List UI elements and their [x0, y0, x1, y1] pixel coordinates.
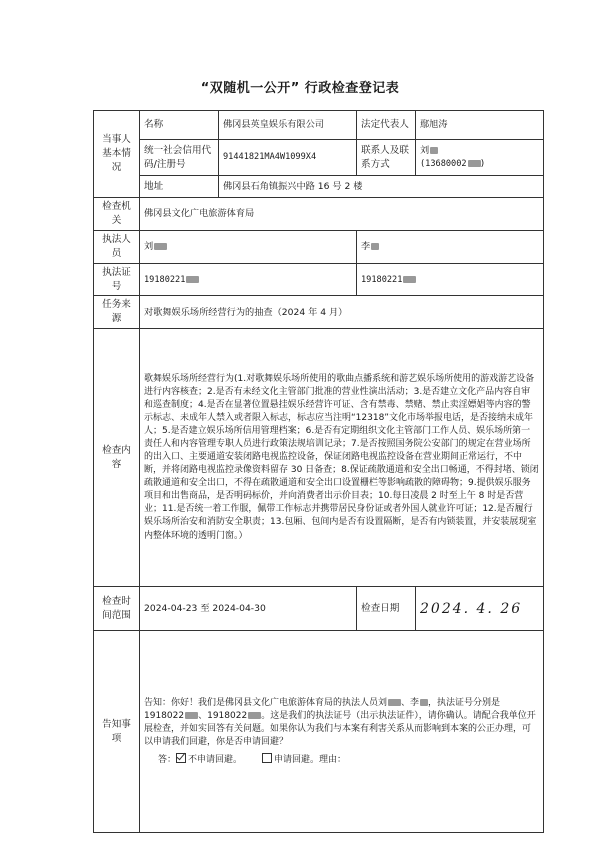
- checkbox-not-apply[interactable]: [176, 753, 186, 763]
- notice-label: 告知事项: [94, 631, 140, 833]
- redaction-mark: [248, 712, 261, 719]
- credit-code-value: 91441821MA4W1099X4: [219, 140, 357, 176]
- contact-phone: (13680002: [420, 159, 467, 170]
- redaction-mark: [468, 160, 481, 167]
- redaction-mark: [420, 699, 428, 706]
- checkbox-apply[interactable]: [262, 753, 272, 763]
- cert-2: 19180221: [357, 263, 544, 296]
- credit-code-label: 统一社会信用代码/注册号: [140, 140, 219, 176]
- agency-value: 佛冈县文化广电旅游体育局: [140, 198, 544, 231]
- agency-label: 检查机关: [94, 198, 140, 231]
- content-label: 检查内容: [94, 329, 140, 587]
- task-value: 对歌舞娱乐场所经营行为的抽查（2024 年 4 月）: [140, 296, 544, 329]
- notice-value: 告知：你好！我们是佛冈县文化广电旅游体育局的执法人员刘 、李 ，执法证号分别是 1918022 、1918022 。这是我们的执法证号（出示执法证件），请你确认。请配合我单位开展检查，并如实回答有关问题。如果你认为我们与本案有利害关系从而影响到本案的公正办理，可以申请我们回避，你是否申请回避？ 答： 不申请回避。 申请回避。理由：: [140, 631, 544, 833]
- officers-label: 执法人员: [94, 230, 140, 263]
- legal-rep-value: 鄢旭涛: [416, 111, 544, 140]
- legal-rep-label: 法定代表人: [357, 111, 416, 140]
- address-value: 佛冈县石角镇振兴中路 16 号 2 楼: [219, 176, 544, 198]
- redaction-mark: [403, 276, 416, 283]
- contact-phone-end: ): [480, 158, 485, 170]
- contact-value: [416, 140, 544, 176]
- name-label: 名称: [140, 111, 219, 140]
- redaction-mark: [185, 712, 198, 719]
- officer-2: 李: [357, 230, 544, 263]
- officer-1: 刘: [140, 230, 357, 263]
- redaction-mark: [154, 243, 167, 250]
- contact-name: 刘: [420, 145, 430, 157]
- redaction-mark: [430, 147, 438, 154]
- contact-label: 联系人及联系方式: [357, 140, 416, 176]
- task-label: 任务来源: [94, 296, 140, 329]
- party-name: 佛冈县英皇娱乐有限公司: [219, 111, 357, 140]
- cert-label: 执法证号: [94, 263, 140, 296]
- check-date: 2024. 4. 26: [416, 587, 544, 631]
- redaction-mark: [186, 276, 199, 283]
- inspection-form: [93, 110, 544, 833]
- page-title: “双随机一公开” 行政检查登记表: [200, 81, 400, 96]
- redaction-mark: [388, 699, 401, 706]
- time-range: 2024-04-23 至 2024-04-30: [140, 587, 357, 631]
- redaction-mark: [371, 243, 379, 250]
- time-label: 检查时间范围: [94, 587, 140, 631]
- address-label: 地址: [140, 176, 219, 198]
- answer-line: 答： 不申请回避。 申请回避。理由：: [158, 754, 347, 765]
- cert-1: 19180221: [140, 263, 357, 296]
- date-label: 检查日期: [357, 587, 416, 631]
- party-label: 当事人基本情况: [94, 111, 140, 198]
- content-value: 歌舞娱乐场所经营行为(1.对歌舞娱乐场所使用的歌曲点播系统和游艺娱乐场所使用的游戏游艺设备进行内容核查；2.是否有未经文化主管部门批准的营业性演出活动；3.是否建立文化产品内容自审和巡查制度；4.是否在显著位置悬挂娱乐经营许可证、含有禁毒、禁赌、禁止卖淫嫖娼等内容的警示标志、未成年人禁入或者限入标志，标志应当注明“12318”文化市场举报电话，是否接纳未成年人；5.是否建立娱乐场所信用管理档案；6.是否有定期组织文化主管部门工作人员、娱乐场所第一责任人和内容管理专职人员进行政策法规培训记录；7.是否按照国务院公安部门的规定在营业场所的出入口、主要通道安装闭路电视监控设备，保证闭路电视监控设备在营业期间正常运行，不中断，并将闭路电视监控录像资料留存 30 日备查；8.保证疏散通道和安全出口畅通，不得封堵、锁闭疏散通道和安全出口，不得在疏散通道和安全出口设置栅栏等影响疏散的障碍物；9.提供娱乐服务项目和出售商品，是否明码标价，并向消费者出示价目表；10.每日凌晨 2 时至上午 8 时是否营业；11.是否统一着工作服，佩带工作标志并携带居民身份证或者外国人就业许可证；12.是否履行娱乐场所治安和消防安全职责；13.包厢、包间内是否有设置隔断，是否有内锁装置，并安装展现室内整体环境的透明门窗。）: [140, 329, 544, 587]
